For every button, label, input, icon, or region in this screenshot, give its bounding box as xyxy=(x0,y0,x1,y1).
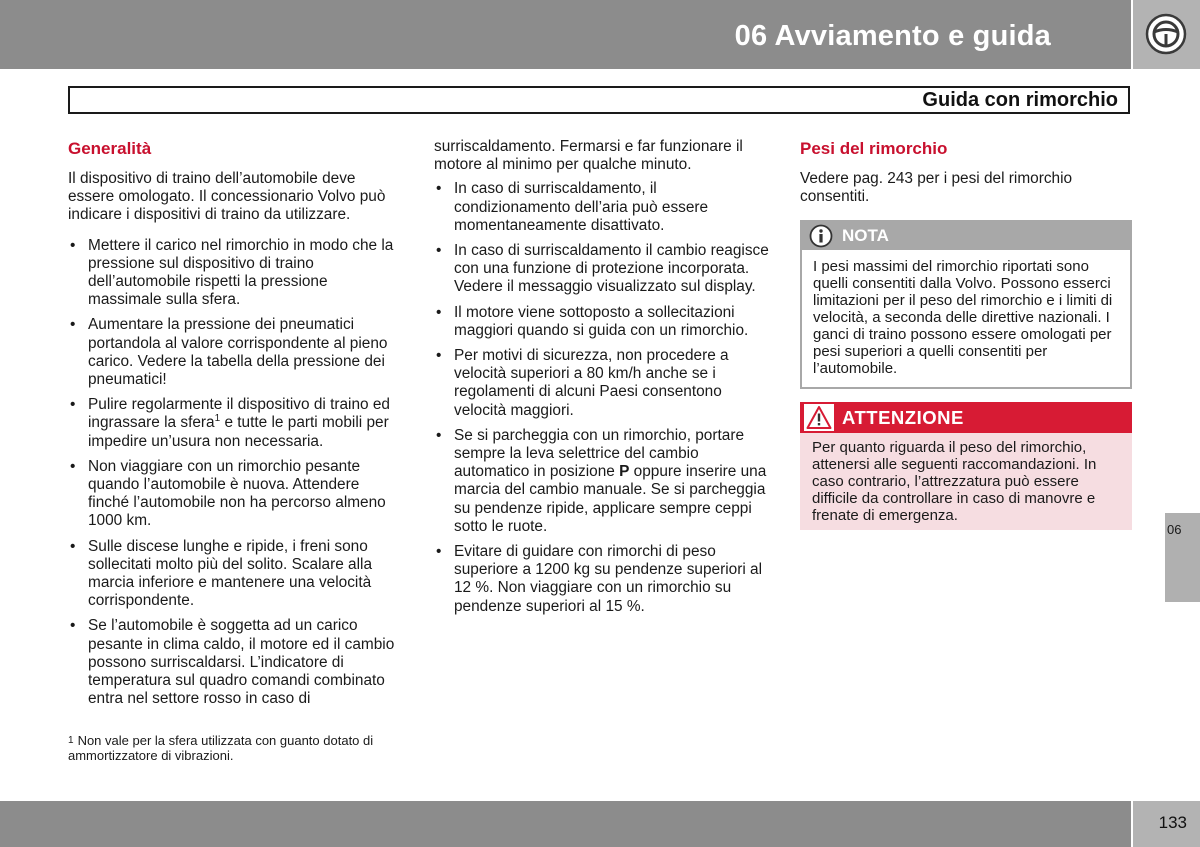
list-item: • Se l’automobile è soggetta ad un carico pesante in clima caldo, il motore ed il cambio possono surriscaldarsi. L’indicatore di temperatura sul quadro comandi combinato entra nel settore rosso in caso di xyxy=(68,617,403,708)
list-item-text: Se si parcheggia con un rimorchio, portare sempre la leva selettrice del cambio automatico in posizione xyxy=(454,426,745,481)
warning-header xyxy=(800,402,1132,433)
list-item: • Mettere il carico nel rimorchio in modo che la pressione sul dispositivo di traino dell’automobile rispetti la pressione massimale sulla sfera. xyxy=(68,237,403,310)
list-item: • Non viaggiare con un rimorchio pesante quando l’automobile è nuova. Attendere finché l’automobile non ha percorso almeno 1000 km. xyxy=(68,458,403,531)
column-left xyxy=(68,138,403,715)
footnote-ref: 1 xyxy=(214,413,221,425)
info-icon xyxy=(809,224,833,248)
list-item: • In caso di surriscaldamento il cambio reagisce con una funzione di protezione incorporata. Vedere il messaggio visualizzato sul display. xyxy=(434,242,769,297)
note-box xyxy=(800,220,1132,389)
warning-label: ATTENZIONE xyxy=(842,407,964,428)
note-text: I pesi massimi del rimorchio riportati sono quelli consentiti dalla Volvo. Possono esserci limitazioni per il peso del rimorchio e i limiti di velocità, a seconda delle direttive nazionali. I ganci di traino possono essere omologati per pesi superiori a quelli consentiti per l’automobile. xyxy=(813,258,1113,377)
column-right xyxy=(800,138,1132,218)
intro-paragraph: Il dispositivo di traino dell’automobile deve essere omologato. Il concessionario Volvo può indicare i dispositivi di traino da utilizzare. xyxy=(68,170,386,224)
list-item-text: e tutte le parti mobili per impedire un’usura non necessaria. xyxy=(88,414,389,450)
steering-wheel-icon xyxy=(1144,12,1188,56)
bullet-list-1 xyxy=(68,237,403,709)
weights-paragraph: Vedere pag. 243 per i pesi del rimorchio consentiti. xyxy=(800,170,1073,206)
chapter-icon-box xyxy=(1133,0,1200,69)
list-item: • Aumentare la pressione dei pneumatici portandola al valore corrispondente al pieno carico. Vedere la tabella della pressione dei pneumatici! xyxy=(68,316,403,389)
continuation-paragraph: surriscaldamento. Fermarsi e far funzionare il motore al minimo per qualche minuto. xyxy=(434,138,743,174)
list-item: • Il motore viene sottoposto a sollecitazioni maggiori quando si guida con un rimorchio. xyxy=(434,304,769,340)
note-label: NOTA xyxy=(842,226,889,245)
list-item xyxy=(68,396,403,451)
column-middle xyxy=(434,138,769,623)
note-header xyxy=(802,222,1130,250)
warning-text: Per quanto riguarda il peso del rimorchio, attenersi alle seguenti raccomandazioni. In caso contrario, l’attrezzatura può essere difficile da controllare in caso di manovre e frenate di emergenza. xyxy=(812,439,1097,524)
footnote xyxy=(68,733,398,763)
list-item: • Sulle discese lunghe e ripide, i freni sono sollecitati molto più del solito. Scalare alla marcia inferiore e mantenere una velocità corrispondente. xyxy=(68,538,403,611)
header-bar xyxy=(0,0,1131,69)
footer-bar xyxy=(0,801,1131,847)
chapter-side-tab xyxy=(1165,513,1200,602)
list-item: • Per motivi di sicurezza, non procedere a velocità superiori a 80 km/h anche se i regolamenti di alcuni Paesi consentono velocità maggiori. xyxy=(434,347,769,420)
page-number-box xyxy=(1133,801,1200,847)
section-title-box xyxy=(68,86,1130,114)
list-item-text: oppure inserire una marcia del cambio manuale. Se si parcheggia su pendenze ripide, applicare sempre ceppi sotto le ruote. xyxy=(454,463,767,535)
warning-triangle-icon xyxy=(806,405,832,430)
gear-position-p: P xyxy=(619,463,630,481)
section-title: Guida con rimorchio xyxy=(922,89,1118,111)
chapter-title: 06 Avviamento e guida xyxy=(734,20,1051,52)
heading-pesi-rimorchio: Pesi del rimorchio xyxy=(800,139,948,158)
list-item xyxy=(434,427,769,536)
page-number: 133 xyxy=(1158,813,1187,832)
list-item: • Evitare di guidare con rimorchi di peso superiore a 1200 kg su pendenze superiori al 12 %. Non viaggiare con un rimorchio su pendenze superiori al 15 %. xyxy=(434,543,769,616)
warning-box xyxy=(800,402,1132,530)
list-item: • In caso di surriscaldamento, il condizionamento dell’aria può essere momentaneamente disattivato. xyxy=(434,180,769,235)
footnote-text: Non vale per la sfera utilizzata con guanto dotato di ammortizzatore di vibrazioni. xyxy=(68,733,374,763)
heading-generalita: Generalità xyxy=(68,139,152,158)
footnote-mark: 1 xyxy=(68,735,74,746)
bullet-list-2 xyxy=(434,180,769,615)
side-tab-label: 06 xyxy=(1167,522,1182,537)
list-item-text: Pulire regolarmente il dispositivo di traino ed ingrassare la sfera xyxy=(88,396,390,432)
warning-icon-box xyxy=(804,404,834,431)
